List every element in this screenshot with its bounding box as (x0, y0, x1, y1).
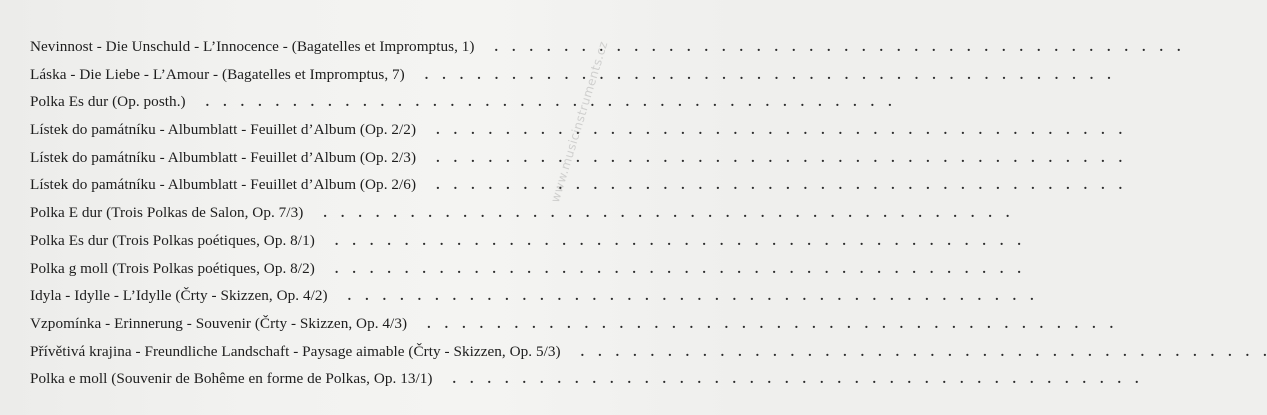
contents-list (30, 33, 1267, 393)
watermark: www.musicinstruments.cz (548, 39, 611, 205)
list-item (30, 171, 1123, 199)
list-item (30, 61, 1111, 89)
list-item (30, 33, 1181, 61)
list-item (30, 227, 1021, 255)
dot-leader: . . . . . . . . . . . . . . . . . . . . . . . . . . . . . . . . . . . . . . . . (320, 233, 1021, 249)
entry-title: Lístek do památníku - Albumblatt - Feuillet d’Album (Op. 2/6) (30, 176, 417, 194)
entry-title: Láska - Die Liebe - L’Amour - (Bagatelles et Impromptus, 7) (30, 65, 405, 83)
list-item (30, 365, 1139, 393)
list-item (30, 144, 1123, 172)
list-item (30, 255, 1021, 283)
entry-title: Polka g moll (Trois Polkas poétiques, Op. 8/2) (30, 259, 315, 277)
dot-leader: . . . . . . . . . . . . . . . . . . . . . . . . . . . . . . . . . . . . . . . . (333, 289, 1034, 305)
entry-title: Polka Es dur (Op. posth.) (30, 93, 186, 111)
dot-leader: . . . . . . . . . . . . . . . . . . . . . . . . . . . . . . . . . . . . . . . . (438, 372, 1139, 388)
dot-leader: . . . . . . . . . . . . . . . . . . . . . . . . . . . . . . . . . . . . . . . . (480, 40, 1181, 55)
list-item (30, 282, 1034, 310)
list-item (30, 199, 1010, 227)
dot-leader: . . . . . . . . . . . . . . . . . . . . . . . . . . . . . . . . . . . . . . . . (413, 316, 1114, 332)
entry-title: Nevinnost - Die Unschuld - L’Innocence - (Bagatelles et Impromptus, 1) (30, 38, 475, 55)
list-item (30, 310, 1114, 338)
entry-title: Lístek do památníku - Albumblatt - Feuillet d’Album (Op. 2/3) (30, 148, 417, 166)
entry-title: Polka E dur (Trois Polkas de Salon, Op. 7/3) (30, 204, 304, 222)
list-item (30, 116, 1123, 144)
dot-leader: . . . . . . . . . . . . . . . . . . . . . . . . . . . . . . . . . . . . . . . . (422, 123, 1123, 139)
entry-title: Polka e moll (Souvenir de Bohême en forme de Polkas, Op. 13/1) (30, 370, 433, 388)
dot-leader: . . . . . . . . . . . . . . . . . . . . . . . . . . . . . . . . . . . . . . . . (422, 178, 1123, 194)
dot-leader: . . . . . . . . . . . . . . . . . . . . . . . . . . . . . . . . . . . . . . . . (566, 344, 1267, 360)
list-item (30, 88, 892, 116)
entry-title: Vzpomínka - Erinnerung - Souvenir (Črty - Skizzen, Op. 4/3) (30, 314, 408, 332)
list-item (30, 338, 1267, 366)
dot-leader: . . . . . . . . . . . . . . . . . . . . . . . . . . . . . . . . . . . . . . . . (309, 206, 1010, 222)
entry-title: Přívětivá krajina - Freundliche Landschaft - Paysage aimable (Črty - Skizzen, Op. 5/3) (30, 342, 561, 360)
dot-leader: . . . . . . . . . . . . . . . . . . . . . . . . . . . . . . . . . . . . . . . . (422, 150, 1123, 166)
dot-leader: . . . . . . . . . . . . . . . . . . . . . . . . . . . . . . . . . . . . . . . . (410, 67, 1111, 83)
entry-title: Idyla - Idylle - L’Idylle (Črty - Skizzen, Op. 4/2) (30, 287, 328, 305)
dot-leader: . . . . . . . . . . . . . . . . . . . . . . . . . . . . . . . . . . . . . . . . (191, 95, 892, 111)
entry-title: Polka Es dur (Trois Polkas poétiques, Op. 8/1) (30, 231, 315, 249)
entry-title: Lístek do památníku - Albumblatt - Feuillet d’Album (Op. 2/2) (30, 121, 417, 139)
dot-leader: . . . . . . . . . . . . . . . . . . . . . . . . . . . . . . . . . . . . . . . . (320, 261, 1021, 277)
